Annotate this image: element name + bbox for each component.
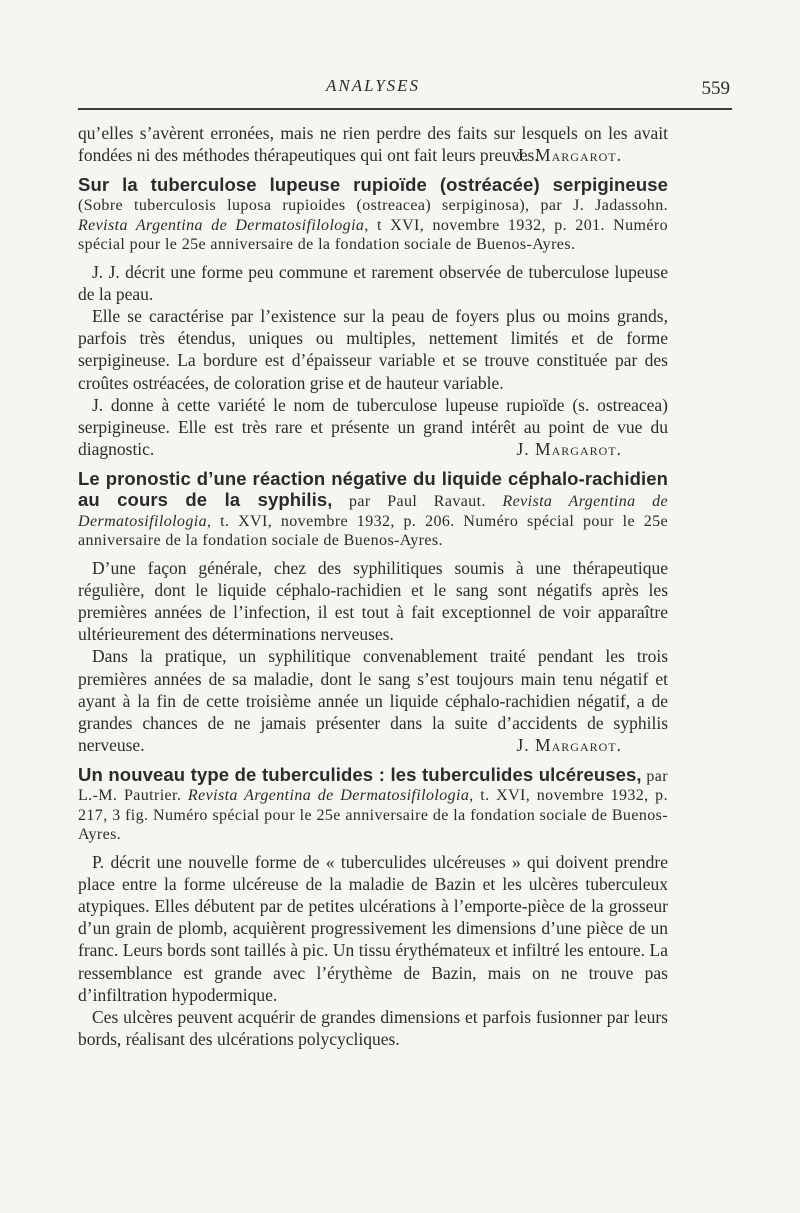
abstract-reference-pre: (Sobre tuberculosis luposa rupioides (ostreacea) serpiginosa), par J. Jadassohn. [78, 197, 668, 215]
abstract-reference-post: , t. XVI, novembre 1932, p. 217, 3 fig. Numéro spécial pour le 25e anniversaire de la fondation sociale de Buenos-Ayres. [78, 787, 668, 844]
signature: J. Margarot. [516, 439, 622, 460]
abstract-title: Sur la tuberculose lupeuse rupioïde (ostréacée) serpigineuse [78, 173, 668, 195]
paragraph: Dans la pratique, un syphilitique convenablement traité pendant les trois premières années de sa maladie, dont le sang s’est toujours main tenu négatif et ayant à la fin de cette troisième année un liquide céphalo-rachidien négatif, a de grandes chances de ne jamais présenter dans la suite d’accidents de syphilis nerveuse. [78, 646, 668, 756]
journal-name: Revista Argentina de Dermatosifilologia [78, 493, 668, 530]
abstract-text [78, 557, 668, 757]
paragraph: J. donne à cette variété le nom de tuberculose lupeuse rupioïde (s. ostreacea) serpigineuse. Elle est très rare et présente un grand intérêt au point de vue du diagnostic. [78, 394, 668, 460]
signature: J. Margarot. [516, 735, 622, 756]
paragraph: D’une façon générale, chez des syphilitiques soumis à une thérapeutique régulière, dont le liquide céphalo-rachidien et le sang sont négatifs après les premières années de l’infection, il est tout à fait exceptionnel de voir apparaître ultérieurement des déterminations nerveuses. [78, 557, 668, 645]
abstract-text [78, 851, 668, 1051]
article-body [78, 122, 668, 1051]
page-header [78, 76, 730, 106]
page-number: 559 [701, 78, 730, 99]
abstract-title: Le pronostic d’une réaction négative du liquide céphalo-rachidien au cours de la syphilis, [78, 467, 668, 511]
abstract-reference-post: , t XVI, novembre 1932, p. 201. Numéro spécial pour le 25e anniversaire de la fondation sociale de Buenos-Ayres. [78, 216, 669, 254]
abstract-reference-post: , t. XVI, novembre 1932, p. 206. Numéro spécial pour le 25e anniversaire de la fondation sociale de Buenos-Ayres. [78, 512, 668, 550]
paragraph: Ces ulcères peuvent acquérir de grandes dimensions et parfois fusionner par leurs bords, réalisant des ulcérations polycycliques. [78, 1007, 668, 1050]
abstract-title: Un nouveau type de tuberculides : les tuberculides ulcéreuses, [78, 763, 642, 785]
journal-name: Revista Argentina de Dermatosifilologia [78, 216, 365, 234]
signature: J. Margarot. [516, 145, 622, 166]
abstract-reference-pre: par Paul Ravaut. [332, 493, 503, 511]
paragraph: Elle se caractérise par l’existence sur la peau de foyers plus ou moins grands, parfois très étendus, uniques ou multiples, nettement limités et de forme serpigineuse. La bordure est d’épaisseur variable et se trouve constituée par des croûtes ostréacées, de coloration grise et de hauteur variable. [78, 306, 668, 393]
header-rule [78, 108, 732, 110]
abstract-text [78, 261, 668, 461]
abstract-heading [78, 175, 668, 255]
paragraph: P. décrit une nouvelle forme de « tuberculides ulcéreuses » qui doivent prendre place entre la forme ulcéreuse de la maladie de Bazin et les ulcères tuberculeux atypiques. Elles débutent par de petites ulcérations à l’emporte-pièce de la grosseur d’un grain de plomb, acquièrent progressivement les dimensions d’une pièce de un franc. Leurs bords sont taillés à pic. Un tissu érythémateux et infiltré les entoure. La ressemblance est grande avec l’érythème de Bazin, mais on ne trouve pas d’infiltration hypodermique. [78, 851, 668, 1005]
journal-name: Revista Argentina de Dermatosifilologia [187, 787, 470, 805]
abstract-heading [78, 469, 668, 551]
paragraph: J. J. décrit une forme peu commune et rarement observée de tuberculose lupeuse de la peau. [78, 261, 668, 304]
paragraph: qu’elles s’avèrent erronées, mais ne rien perdre des faits sur lesquels on les avait fondées ni des méthodes thérapeutiques qui ont fait leurs preuves. [78, 123, 668, 166]
running-head: ANALYSES [325, 76, 421, 95]
abstract-reference-pre: par L.-M. Pautrier. [78, 767, 668, 805]
abstract-heading [78, 765, 668, 845]
